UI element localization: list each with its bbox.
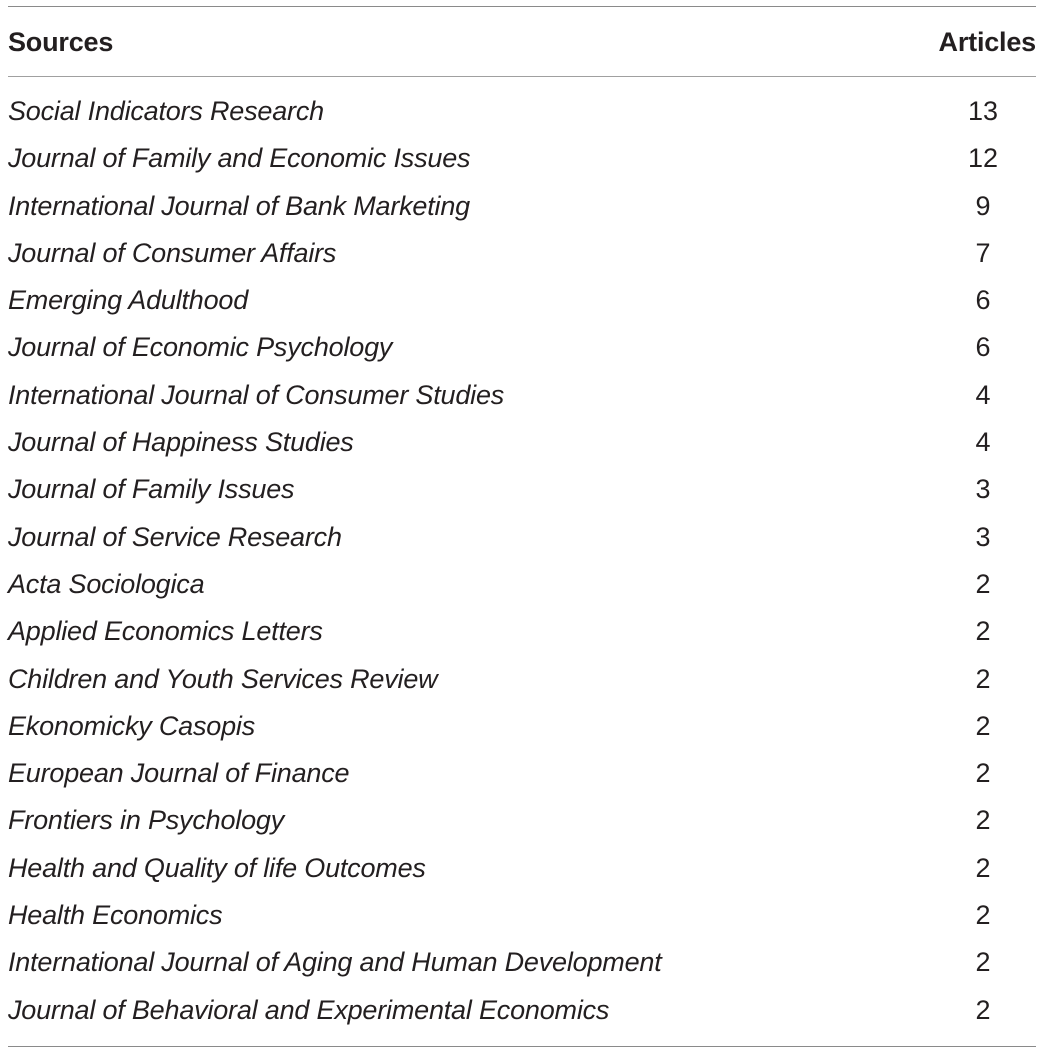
article-count-cell: 3 <box>975 521 991 552</box>
table-header-rule <box>8 76 1036 77</box>
table-row <box>8 324 1036 371</box>
source-name-cell: Health Economics <box>8 900 223 931</box>
table-row <box>8 608 1036 655</box>
article-count-cell: 4 <box>975 427 991 458</box>
source-name-cell: International Journal of Consumer Studies <box>8 379 505 410</box>
source-name-cell: Journal of Happiness Studies <box>8 427 354 458</box>
article-count-cell: 6 <box>975 332 991 363</box>
source-name-cell: Journal of Service Research <box>8 521 342 552</box>
table-row <box>8 845 1036 892</box>
source-name-cell: International Journal of Aging and Human Development <box>8 947 662 978</box>
article-count-cell: 2 <box>975 663 991 694</box>
source-name-cell: Health and Quality of life Outcomes <box>8 852 426 883</box>
source-name-cell: Children and Youth Services Review <box>8 663 438 694</box>
source-name-cell: Journal of Behavioral and Experimental Economics <box>8 994 610 1025</box>
table-row <box>8 987 1036 1034</box>
article-count-cell: 9 <box>975 190 991 221</box>
source-name-cell: Ekonomicky Casopis <box>8 710 255 741</box>
article-count-cell: 2 <box>975 994 991 1025</box>
article-count-cell: 2 <box>975 616 991 647</box>
article-count-cell: 2 <box>975 568 991 599</box>
table-bottom-rule <box>8 1046 1036 1047</box>
table-row <box>8 750 1036 797</box>
source-name-cell: Journal of Economic Psychology <box>8 332 393 363</box>
article-count-cell: 2 <box>975 805 991 836</box>
table-row <box>8 466 1036 513</box>
source-name-cell: Social Indicators Research <box>8 96 324 126</box>
column-header-articles: Articles <box>938 27 1036 57</box>
table-row <box>8 135 1036 182</box>
source-name-cell: European Journal of Finance <box>8 758 350 789</box>
article-count-cell: 2 <box>975 758 991 789</box>
table-row <box>8 892 1036 939</box>
article-count-cell: 2 <box>975 852 991 883</box>
table-row <box>8 230 1036 277</box>
table-row <box>8 372 1036 419</box>
article-count-cell: 2 <box>975 900 991 931</box>
table-row <box>8 703 1036 750</box>
table-row <box>8 939 1036 986</box>
article-count-cell: 2 <box>975 710 991 741</box>
table-row <box>8 88 1036 135</box>
table-row <box>8 797 1036 844</box>
column-header-sources: Sources <box>8 27 114 57</box>
table-row <box>8 561 1036 608</box>
article-count-cell: 4 <box>975 379 991 410</box>
article-count-cell: 12 <box>967 143 999 174</box>
table-row <box>8 277 1036 324</box>
source-name-cell: Journal of Family and Economic Issues <box>8 143 471 174</box>
article-count-cell: 7 <box>975 237 991 268</box>
article-count-cell: 6 <box>975 285 991 316</box>
source-name-cell: Emerging Adulthood <box>8 285 249 316</box>
table-header-row <box>8 20 1036 64</box>
table-row <box>8 514 1036 561</box>
table-top-rule <box>8 6 1036 7</box>
article-count-cell: 2 <box>975 947 991 978</box>
source-name-cell: Journal of Consumer Affairs <box>8 237 337 268</box>
table-row <box>8 656 1036 703</box>
table-row <box>8 183 1036 230</box>
source-name-cell: Acta Sociologica <box>8 568 205 599</box>
source-name-cell: Applied Economics Letters <box>8 616 323 647</box>
source-name-cell: Journal of Family Issues <box>8 474 295 505</box>
source-name-cell: International Journal of Bank Marketing <box>8 190 470 221</box>
source-name-cell: Frontiers in Psychology <box>8 805 285 836</box>
table-body <box>8 88 1036 1034</box>
table-row <box>8 419 1036 466</box>
article-count-cell: 3 <box>975 474 991 505</box>
article-count-cell: 13 <box>967 96 999 126</box>
